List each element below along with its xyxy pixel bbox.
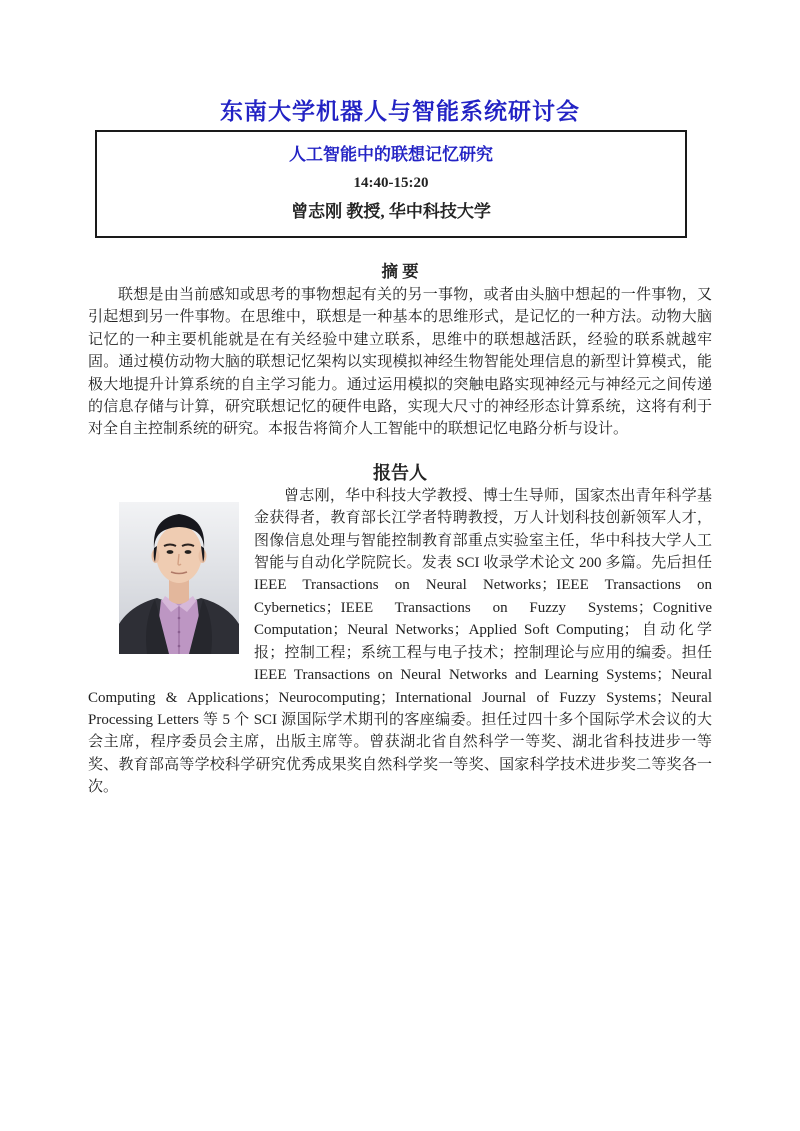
talk-title: 人工智能中的联想记忆研究 — [289, 145, 493, 164]
eye-left — [167, 550, 174, 554]
session-info-box — [95, 130, 687, 238]
eye-right — [185, 550, 192, 554]
speaker-heading: 报告人 — [373, 462, 427, 483]
speaker-portrait-photo — [119, 502, 239, 654]
page-title: 东南大学机器人与智能系统研讨会 — [220, 98, 580, 124]
speaker-bio — [88, 485, 712, 799]
abstract-heading: 摘 要 — [381, 262, 419, 281]
shirt-button — [178, 617, 181, 620]
abstract-text: 联想是由当前感知或思考的事物想起有关的另一事物，或者由头脑中想起的一件事物，又引起想到另一件事物。在思维中，联想是一种基本的思维形式，是记忆的一种方法。动物大脑记忆的一种主要机能就是在有关经验中建立联系，思维中的联想越活跃，经验的联系就越牢固。通过模仿动物大脑的联想记忆架构以实现模拟神经生物智能处理信息的新型计算模式，能极大地提升计算系统的自主学习能力。通过运用模拟的突触电路实现神经元与神经元之间传递的信息存储与计算，研究联想记忆的硬件电路，实现大尺寸的神经形态计算系统，这将有利于对全自主控制系统的研究。本报告将简介人工智能中的联想记忆电路分析与设计。 — [88, 287, 712, 438]
shirt-button — [178, 645, 181, 648]
speaker-bio-text: 曾志刚，华中科技大学教授、博士生导师，国家杰出青年科学基金获得者，教育部长江学者特聘教授，万人计划科技创新领军人才，图像信息处理与智能控制教育部重点实验室主任，华中科技大学人工智能与自动化学院院长。发表 SCI 收录学术论文 200 多篇。先后担任 IEEE Transactions on Neural Networks；IEEE Transactions on Cybernetics；IEEE Transactions on Fuzzy Systems；Cognitive Computation；Neural Networks；Applied Soft Computing；自动化学报；控制工程；系统工程与电子技术；控制理论与应用的编委。担任 IEEE Transactions on Neural Networks and Learning Systems；Neural Computing & Applications；Neurocomputing；International Journal of Fuzzy Systems；Neural Processing Letters 等 5 个 SCI 源国际学术期刊的客座编委。担任过四十多个国际学术会议的大会主席，程序委员会主席，出版主席等。曾获湖北省自然科学一等奖、湖北省科技进步一等奖、教育部高等学校科学研究优秀成果奖自然科学奖一等奖、国家科学技术进步奖二等奖各一次。 — [88, 487, 712, 796]
talk-speaker-line: 曾志刚 教授, 华中科技大学 — [291, 202, 491, 221]
speaker-portrait-image — [119, 502, 239, 654]
shirt-button — [178, 631, 181, 634]
talk-time: 14:40-15:20 — [353, 175, 429, 191]
